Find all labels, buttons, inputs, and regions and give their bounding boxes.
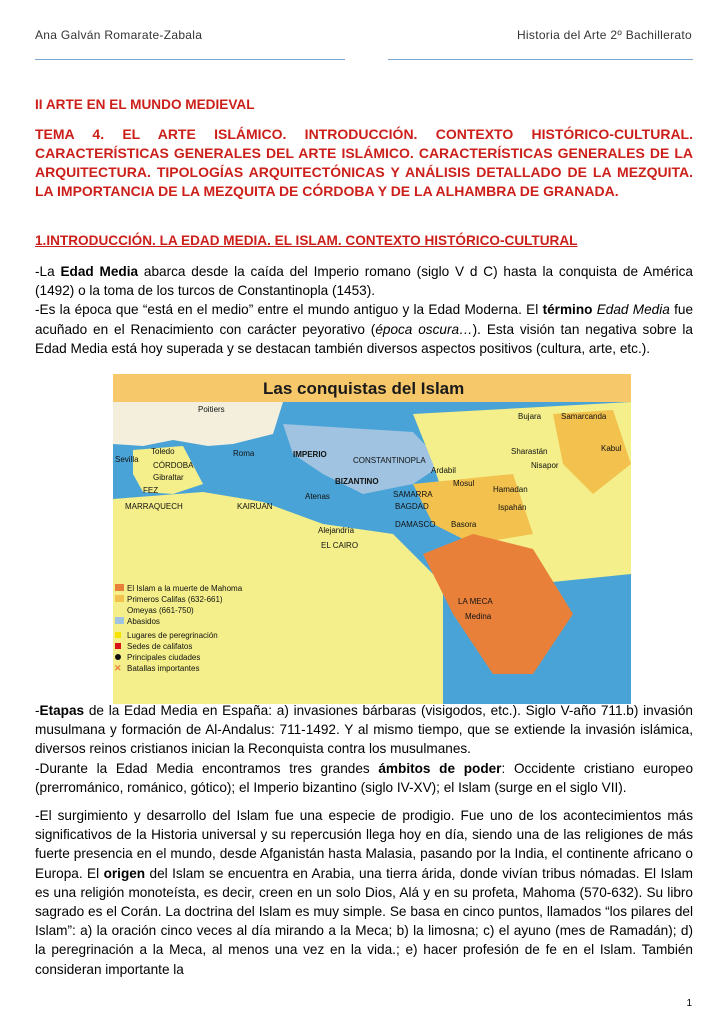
- body-block: [35, 701, 693, 979]
- place-nisapor: Nisapor: [531, 461, 559, 470]
- place-sharastan: Sharastán: [511, 447, 548, 456]
- intro-block: [35, 262, 693, 358]
- place-mosul: Mosul: [453, 479, 475, 488]
- legend-swatch-abasidos: [115, 617, 124, 624]
- place-atenas: Atenas: [305, 492, 330, 501]
- body-paragraph-islam: -El surgimiento y desarrollo del Islam fue una especie de prodigio. Fue uno de los acontecimientos más significativos de la Historia universal y su repercusión llega hoy en día, siendo una de las religiones de más fuerte presencia en el mundo, desde Afganistán hasta Malasia, pasando por la India, el continente africano o Europa. El origen del Islam se encuentra en Arabia, una tierra árida, donde vivían tribus nómadas. El Islam es una religión monoteísta, es decir, creen en un solo Dios, Alá y en su profeta, Mahoma (570-632). Su libro sagrado es el Corán. La doctrina del Islam es muy simple. Se basa en cinco puntos, llamados “los pilares del Islam”: a) la oración cinco veces al día mirando a la Meca; b) la limosna; c) el ayuno (mes de Ramadán); d) la peregrinación a la Meca, al menos una vez en la vida.; e) hacer profesión de fe en el Islam. También consideran importante la: [35, 808, 693, 977]
- legend-swatch-califas: [115, 595, 124, 602]
- place-cordoba: CÓRDOBA: [153, 461, 194, 470]
- legend-batallas: Batallas importantes: [127, 664, 200, 673]
- map-title: Las conquistas del Islam: [263, 379, 465, 398]
- place-ardabil: Ardabil: [431, 466, 456, 475]
- place-hamadan: Hamadan: [493, 485, 528, 494]
- place-fez: FEZ: [143, 486, 159, 495]
- legend-omeyas: Omeyas (661-750): [127, 606, 194, 615]
- section-title: 1.INTRODUCCIÓN. LA EDAD MEDIA. EL ISLAM. CONTEXTO HISTÓRICO-CULTURAL: [35, 233, 578, 248]
- place-toledo: Toledo: [151, 447, 175, 456]
- place-constantinopla: CONSTANTINOPLA: [353, 456, 426, 465]
- place-imperio: IMPERIO: [293, 450, 327, 459]
- place-kabul: Kabul: [601, 444, 622, 453]
- tema-title: TEMA 4. EL ARTE ISLÁMICO. INTRODUCCIÓN. CONTEXTO HISTÓRICO-CULTURAL. CARACTERÍSTICAS GENERALES DEL ARTE ISLÁMICO. CARACTERÍSTICAS GENERALES DE LA ARQUITECTURA. TIPOLOGÍAS ARQUITECTÓNICAS Y ANÁLISIS DETALLADO DE LA MEZQUITA. LA IMPORTANCIA DE LA MEZQUITA DE CÓRDOBA Y DE LA ALHAMBRA DE GRANADA.: [35, 126, 693, 199]
- place-roma: Roma: [233, 449, 255, 458]
- header-course: Historia del Arte 2º Bachillerato: [516, 28, 692, 42]
- place-basora: Basora: [451, 520, 477, 529]
- place-alejandria: Alejandría: [318, 526, 355, 535]
- place-el-cairo: EL CAIRO: [321, 541, 359, 550]
- page-number: 1: [686, 998, 692, 1009]
- place-sevilla: Sevilla: [115, 455, 139, 464]
- body-paragraph-ambitos: -Durante la Edad Media encontramos tres grandes ámbitos de poder: Occidente cristiano europeo (prerrománico, románico, gótico); el Imperio bizantino (siglo IV-XV); el Islam (surge en el siglo VII).: [35, 760, 694, 795]
- legend-mahoma: El Islam a la muerte de Mahoma: [127, 584, 243, 593]
- legend-swatch-ciudades: [115, 654, 121, 660]
- body-paragraph-etapas: -Etapas de la Edad Media en España: a) invasiones bárbaras (visigodos, etc.). Siglo V-año 711.b) invasión musulmana y formación de Al-Andalus: 711-1492. Y al mismo tiempo, que se extiende la invasión islámica, diversos reinos cristianos inician la Reconquista contra los musulmanes.: [35, 703, 693, 757]
- legend-califas: Primeros Califas (632-661): [127, 595, 223, 604]
- place-samarcanda: Samarcanda: [561, 412, 607, 421]
- legend-peregrinacion: Lugares de peregrinación: [127, 631, 218, 640]
- place-medina: Medina: [465, 612, 492, 621]
- legend-swatch-mahoma: [115, 584, 124, 591]
- place-damasco: DAMASCO: [395, 520, 436, 529]
- place-gibraltar: Gibraltar: [153, 473, 184, 482]
- header-author: Ana Galván Romarate-Zabala: [35, 28, 203, 42]
- header-rule-right: [388, 59, 693, 60]
- legend-swatch-omeyas: [115, 606, 124, 613]
- part-title: II ARTE EN EL MUNDO MEDIEVAL: [35, 97, 255, 112]
- legend-ciudades: Principales ciudades: [127, 653, 201, 662]
- place-bujara: Bujara: [518, 412, 542, 421]
- intro-paragraph-1: -La Edad Media abarca desde la caída del Imperio romano (siglo V d C) hasta la conquista de América (1492) o la toma de los turcos de Constantinopla (1453).: [35, 264, 693, 299]
- header-rule-left: [35, 59, 345, 60]
- place-la-meca: LA MECA: [458, 597, 493, 606]
- legend-abasidos: Abasidos: [127, 617, 160, 626]
- place-bagdad: BAGDAD: [395, 502, 429, 511]
- intro-paragraph-2: -Es la época que “está en el medio” entre el mundo antiguo y la Edad Moderna. El término Edad Media fue acuñado en el Renacimiento con carácter peyorativo (época oscura…). Esta visión tan negativa sobre la Edad Media está hoy superada y se destacan también diversos aspectos positivos (cultura, arte, etc.).: [35, 302, 694, 356]
- place-kairuan: KAIRUAN: [237, 502, 273, 511]
- legend-califatos: Sedes de califatos: [127, 642, 193, 651]
- place-samarra: SAMARRA: [393, 490, 433, 499]
- place-bizantino: BIZANTINO: [335, 477, 379, 486]
- place-marraquech: MARRAQUECH: [125, 502, 183, 511]
- place-poitiers: Poitiers: [198, 405, 225, 414]
- legend-swatch-peregrinacion: [115, 632, 121, 638]
- legend-swatch-califatos: [115, 643, 121, 649]
- islam-conquests-map: [113, 374, 631, 704]
- legend-swatch-batallas: ✕: [114, 663, 122, 673]
- place-ispahan: Ispahán: [498, 503, 527, 512]
